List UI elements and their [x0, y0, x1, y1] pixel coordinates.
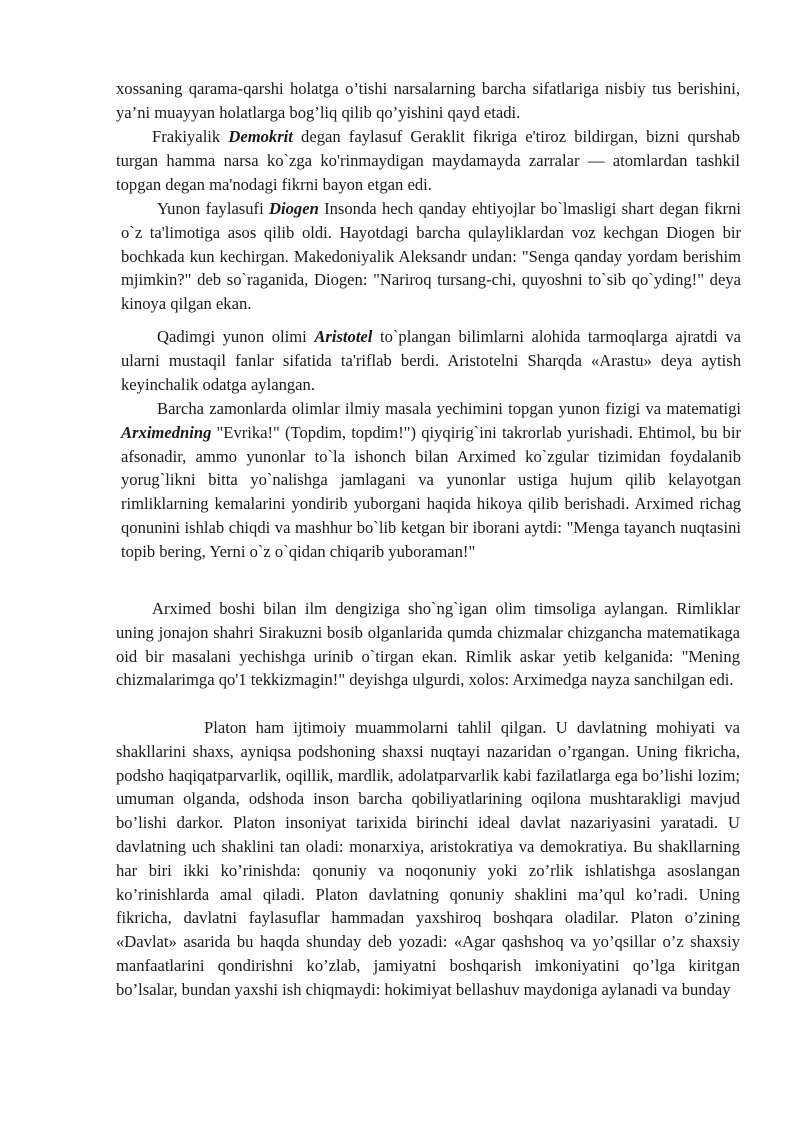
paragraph-7-platon	[116, 716, 740, 1002]
text-run: Insonda hech qanday ehtiyojlar bo`lmasligi shart degan fikrni o`z ta'limotiga asos qilib oldi. Hayotdagi barcha qulayliklardan voz kechgan Diogen bir bochkada kun kechirgan. Makedoniyalik Aleksandr undan: "Senga qanday yordam berishim mjimkin?" deb so`raganida, Diogen: "Nariroq tursang-chi, quyoshni to`sib qo`yding!" deya kinoya qilgan ekan.	[121, 199, 741, 314]
paragraph-1	[116, 77, 740, 125]
text-run: Barcha zamonlarda olimlar ilmiy masala yechimini topgan yunon fizigi va matematigi	[157, 399, 741, 418]
text-run: Platon ham ijtimoiy muammolarni tahlil qilgan. U davlatning mohiyati va shakllarini shaxs, ayniqsa podshoning shaxsi nuqtayi nazaridan o’rgangan. Uning fikricha, podsho haqiqatparvarlik, oqillik, mardlik, adolatparvarlik kabi fazilatlarga ega bo’lishi lozim; umuman olganda, odshoda inson barcha qobiliyatlarining oqilona mushtarakligi mavjud bo’lishi darkor. Platon insoniyat tarixida birinchi ideal davlat nazariyasini yaratadi. U davlatning uch shaklini tan oladi: monarxiya, aristokratiya va demokratiya. Bu shakllarning har biri ikki ko’rinishda: qonuniy va noqonuniy yoki zo’rlik ishlatishga asoslangan ko’rinishlarda amal qiladi. Platon davlatning qonuniy shaklini ma’qul ko’radi. Uning fikricha, davlatni faylasuflar hammadan yaxshiroq boshqara oladilar. Platon o’zining «Davlat» asarida bu haqda shunday deb yozadi: «Agar qashshoq va yo’qsillar o’z shaxsiy manfaatlarini qondirishni ko’zlab, jamiyatni boshqarish imkoniyatini qo’lga kiritgan bo’lsalar, bundan yaxshi ish chiqmaydi: hokimiyat bellashuv maydoniga aylanadi va bunday	[116, 718, 740, 999]
text-run: to`plangan bilimlarni alohida tarmoqlarga ajratdi va ularni mustaqil fanlar sifatida ta'riflab berdi. Aristotelni Sharqda «Arastu» deya aytish keyinchalik odatga aylangan.	[121, 327, 741, 394]
paragraph-5-arximed	[121, 397, 741, 564]
emphasized-name: Demokrit	[228, 127, 293, 146]
paragraph-3-diogen	[121, 197, 741, 316]
text-run: xossaning qarama-qarshi holatga o’tishi narsalarning barcha sifatlariga nisbiy tus berishini, ya’ni muayyan holatlarga bog’liq qilib qo’yishini qayd etadi.	[116, 79, 740, 122]
text-run: "Evrika!" (Topdim, topdim!") qiyqirig`ini takrorlab yurishadi. Ehtimol, bu bir afsonadir, ammo yunonlar to`la ishonch bilan Arximed ko`zgular tizimidan foydalanib yorug`likni bitta yo`nalishga jamlagani va yunonlar ustiga hujum qilib kelayotgan rimliklarning kemalarini yondirib yuborgani haqida hikoya qilib berishadi. Arximed richag qonunini ishlab chiqdi va mashhur bo`lib ketgan bir iborani aytdi: "Menga tayanch nuqtasini topib bering, Yerni o`z o`qidan chiqarib yuboraman!"	[121, 422, 741, 561]
text-run: degan faylasuf Geraklit fikriga e'tiroz bildirgan, bizni qurshab turgan hamma narsa ko`zga ko'rinmaydigan maydamayda zarralar — atomlardan tashkil topgan degan ma'nodagi fikrni bayon etgan edi.	[116, 127, 740, 194]
emphasized-name: Diogen	[269, 199, 319, 218]
emphasized-name: Arximedning	[121, 422, 212, 442]
text-run: Frakiyalik	[152, 127, 229, 146]
text-run: Yunon faylasufi	[157, 199, 270, 218]
text-run: Arximed boshi bilan ilm dengiziga sho`ng`igan olim timsoliga aylangan. Rimliklar uning jonajon shahri Sirakuzni bosib olganlarida qumda chizmalar chizgancha matematikaga oid bir masalani yechishga urinib o`tirgan ekan. Rimlik askar yetib kelganida: "Mening chizmalarimga qo'1 tekkizmagin!" deyishga ulgurdi, xolos: Arximedga nayza sanchilgan edi.	[116, 599, 740, 690]
paragraph-6-arximed-death	[116, 597, 740, 692]
paragraph-2-demokrit	[116, 125, 740, 196]
emphasized-name: Aristotel	[314, 327, 373, 346]
text-run: Qadimgi yunon olimi	[157, 327, 315, 346]
paragraph-4-aristotel	[121, 325, 741, 396]
